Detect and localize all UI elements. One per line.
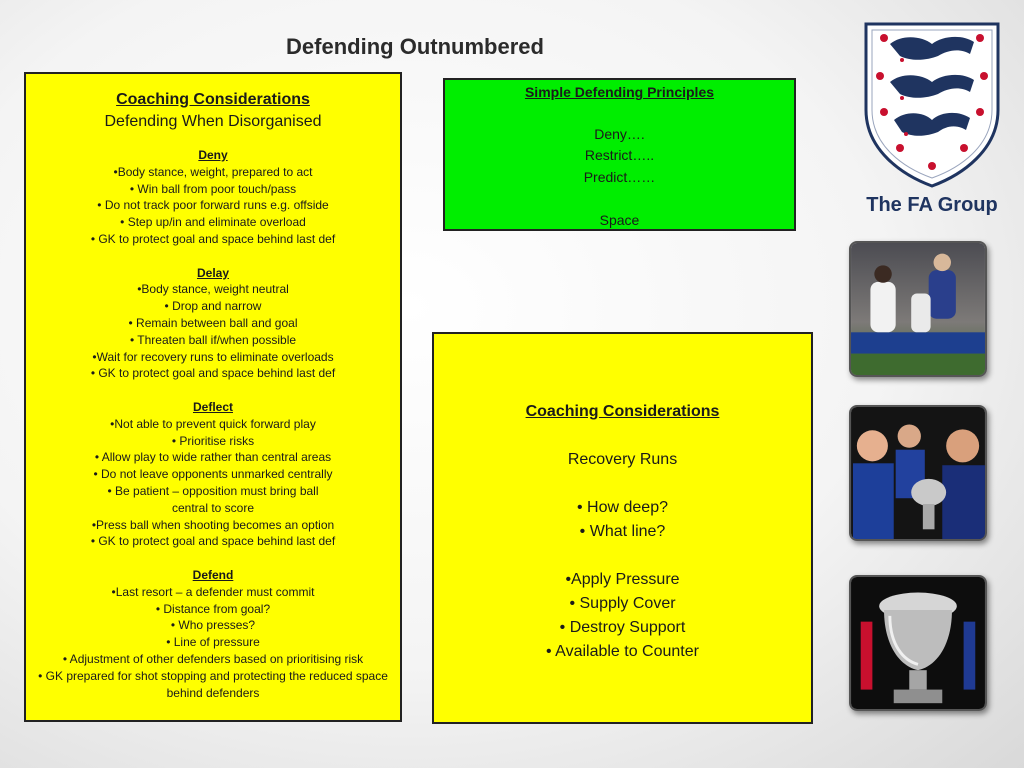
fa-cup-trophy-photo bbox=[849, 575, 987, 711]
section-line: •Last resort – a defender must commit bbox=[111, 584, 315, 599]
section-line: •Body stance, weight neutral bbox=[137, 282, 289, 297]
defending-principles-panel bbox=[443, 78, 796, 231]
question-item: • What line? bbox=[579, 523, 666, 540]
point-item: • Supply Cover bbox=[569, 595, 676, 612]
recovery-runs-panel bbox=[432, 332, 813, 724]
section-line: central to score bbox=[171, 500, 255, 515]
section-line: • Threaten ball if/when possible bbox=[129, 332, 297, 347]
section-line: •Not able to prevent quick forward play bbox=[110, 416, 316, 431]
principle-item: Predict…… bbox=[583, 168, 656, 185]
principle-item: Restrict….. bbox=[584, 147, 655, 163]
trophy-celebration-photo bbox=[849, 405, 987, 541]
section-line: • Be patient – opposition must bring ball bbox=[107, 483, 319, 498]
section-line: behind defenders bbox=[166, 685, 260, 700]
point-item: • Available to Counter bbox=[546, 643, 699, 660]
section-line: • GK to protect goal and space behind last def bbox=[90, 366, 336, 381]
section-title: Defend bbox=[192, 567, 234, 582]
section-line: •Press ball when shooting becomes an option bbox=[91, 517, 335, 532]
section-line: • Who presses? bbox=[170, 618, 256, 633]
question-item: • How deep? bbox=[577, 499, 668, 516]
section-line: • Step up/in and eliminate overload bbox=[120, 215, 306, 230]
section-title: Deny bbox=[198, 148, 228, 162]
point-item: • Destroy Support bbox=[559, 619, 686, 636]
section-line: • Remain between ball and goal bbox=[128, 315, 298, 330]
principle-item: Deny…. bbox=[594, 125, 645, 142]
right-panel-heading: Coaching Considerations bbox=[525, 403, 720, 420]
right-panel-topic: Recovery Runs bbox=[567, 451, 678, 468]
principle-footer: Space bbox=[599, 211, 640, 228]
section-title: Deflect bbox=[192, 399, 233, 414]
left-panel-subheading: Defending When Disorganised bbox=[104, 113, 322, 130]
section-line: • Distance from goal? bbox=[155, 601, 271, 616]
football-match-photo bbox=[849, 241, 987, 377]
green-panel-heading: Simple Defending Principles bbox=[524, 84, 715, 100]
brand-name: The FA Group bbox=[866, 194, 998, 216]
section-line: • Drop and narrow bbox=[164, 299, 262, 314]
section-line: • Line of pressure bbox=[166, 635, 260, 650]
section-delay bbox=[26, 265, 400, 383]
section-deny bbox=[26, 147, 400, 248]
point-item: •Apply Pressure bbox=[565, 571, 680, 588]
section-deflect bbox=[26, 399, 400, 550]
section-defend bbox=[26, 567, 400, 701]
section-line: • GK prepared for shot stopping and protecting the reduced space bbox=[38, 668, 388, 683]
disorganised-defending-panel bbox=[24, 72, 402, 722]
section-line: • Win ball from poor touch/pass bbox=[129, 181, 297, 196]
page-title: Defending Outnumbered bbox=[286, 34, 544, 59]
three-lions-crest-icon bbox=[862, 20, 1002, 190]
section-title: Delay bbox=[196, 265, 230, 280]
section-line: • Do not track poor forward runs e.g. offside bbox=[97, 198, 329, 213]
section-line: •Body stance, weight, prepared to act bbox=[113, 164, 313, 179]
section-line: •Wait for recovery runs to eliminate overloads bbox=[92, 349, 334, 364]
left-panel-heading: Coaching Considerations bbox=[116, 91, 310, 108]
section-line: • GK to protect goal and space behind last def bbox=[90, 231, 336, 246]
section-line: • Do not leave opponents unmarked centrally bbox=[93, 467, 333, 482]
section-line: • Adjustment of other defenders based on prioritising risk bbox=[62, 651, 364, 666]
section-line: • Prioritise risks bbox=[171, 433, 255, 448]
section-line: • GK to protect goal and space behind last def bbox=[90, 534, 336, 549]
section-line: • Allow play to wide rather than central areas bbox=[94, 450, 332, 465]
